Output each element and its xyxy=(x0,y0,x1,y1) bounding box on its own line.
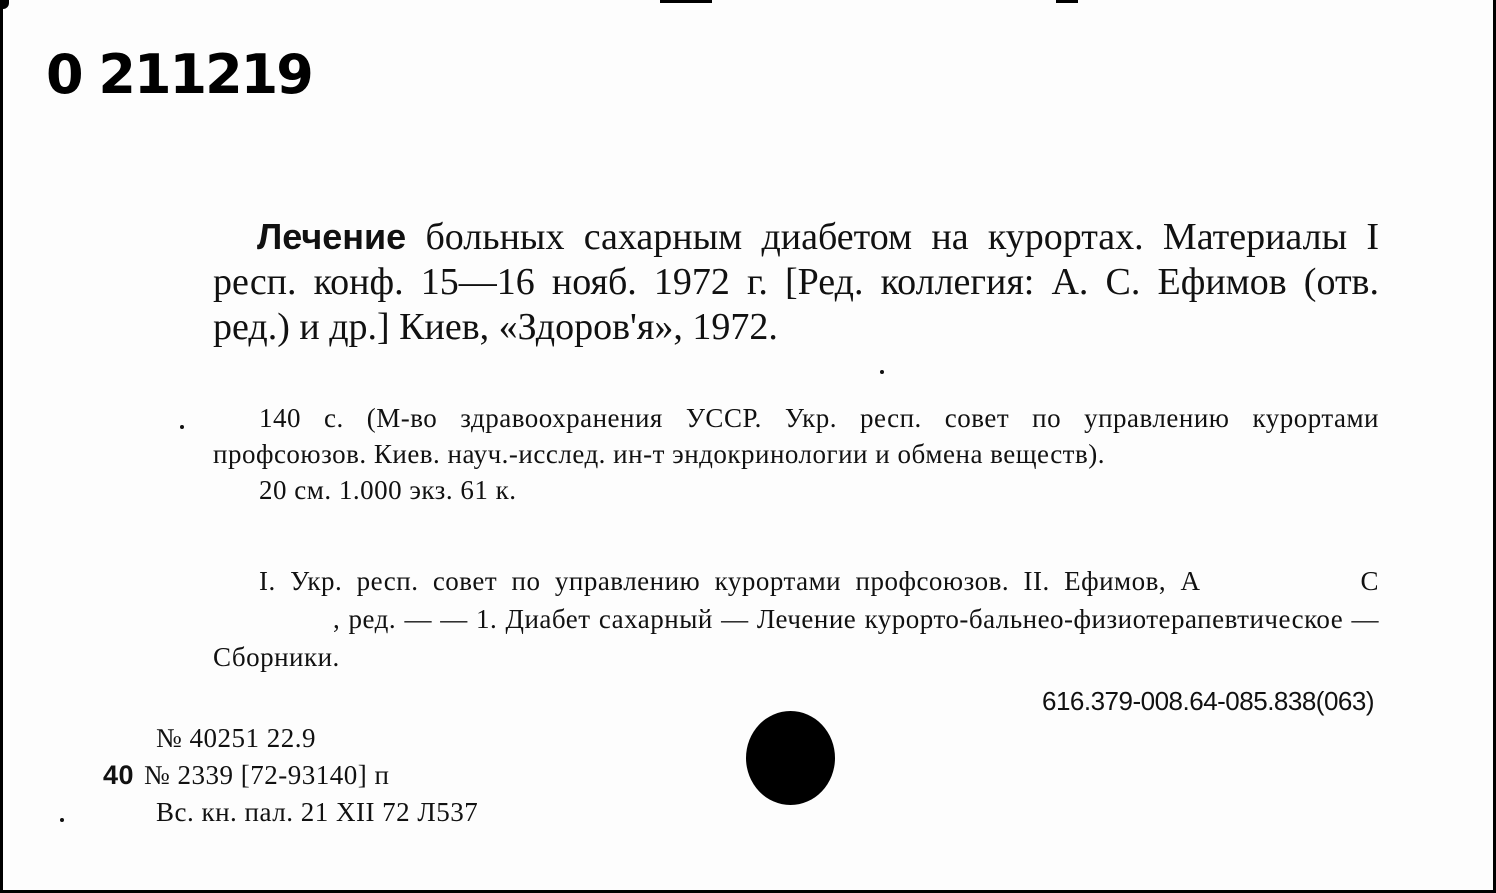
subject-tracings-initial: С xyxy=(1360,566,1379,596)
subject-tracings-part1: I. Укр. респ. совет по управлению курортами профсоюзов. II. Ефимов, А xyxy=(259,566,1201,596)
title-block xyxy=(213,214,1379,350)
speck xyxy=(180,425,184,429)
udc-classification: 616.379-008.64-085.838(063) xyxy=(1041,686,1374,716)
collation-size: 20 см. 1.000 экз. 61 к. xyxy=(259,475,517,505)
corner-mark xyxy=(0,0,9,9)
subject-tracings xyxy=(213,562,1379,676)
registration-line-1: № 40251 22.9 xyxy=(156,723,317,753)
registration-prefix: 40 xyxy=(103,760,135,790)
punch-hole xyxy=(746,711,835,805)
collation-pages xyxy=(213,400,1379,472)
collation-block xyxy=(213,400,1379,508)
title-text: больных сахарным диабетом на курортах. Материалы I респ. конф. 15—16 нояб. 1972 г. [Ред. коллегия: А. С. Ефимов (отв. ред.) и др.] Киев, «Здоров'я», 1972. xyxy=(213,216,1380,348)
speck xyxy=(880,370,884,374)
registration-line-3: Вс. кн. пал. 21 XII 72 Л537 xyxy=(156,797,479,827)
title-lead-word: Лечение xyxy=(257,216,407,257)
registration-line-2 xyxy=(103,762,389,789)
registration-line-2-text: № 2339 [72-93140] п xyxy=(144,760,390,790)
collation-pages-text: 140 с. (М-во здравоохранения УССР. Укр. респ. совет по управлению курортами профсоюзов. Киев. науч.-исслед. ин-т эндокринологии и обмена веществ). xyxy=(213,403,1379,469)
top-edge-mark xyxy=(1056,0,1078,3)
speck xyxy=(60,818,64,822)
subject-tracings-part2: , ред. — — 1. Диабет сахарный — Лечение курорто-бальнео-физиотерапевтическое — Сборники. xyxy=(213,604,1379,672)
top-edge-mark xyxy=(660,0,712,3)
card-number: 0 211219 xyxy=(46,43,312,106)
